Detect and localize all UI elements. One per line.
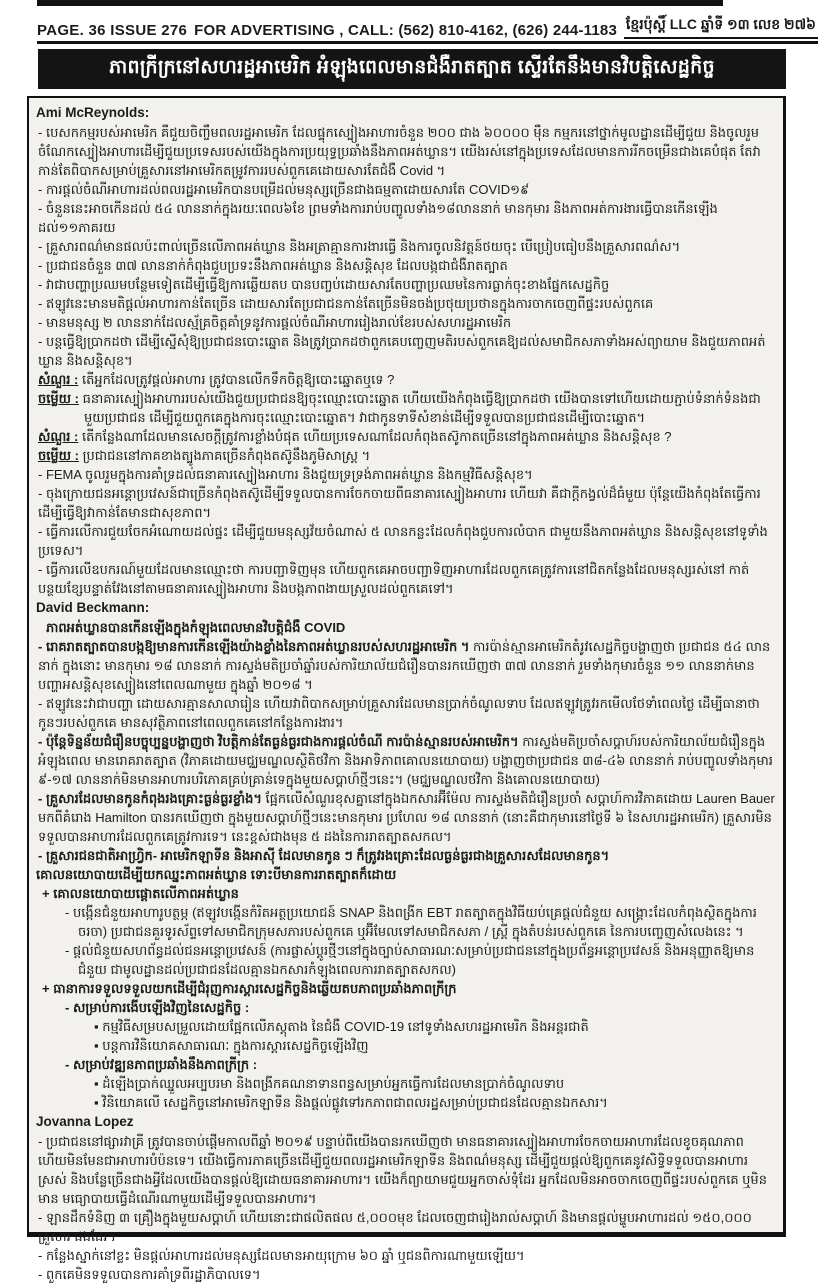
- sub-bullet-heading: [36, 1055, 776, 1074]
- line-text: ▪ បន្តការវិនិយោគសាធារណៈ ក្នុងការស្តារសេដ្ឋកិច្ចឡើងវិញ: [94, 1038, 369, 1053]
- question-line: [36, 370, 776, 389]
- policy-heading: [36, 884, 776, 903]
- square-bullet-item: [36, 1036, 776, 1055]
- text-line: [36, 180, 776, 199]
- square-bullet-item: [36, 1017, 776, 1036]
- qa-label: ចម្លើយ :: [38, 448, 79, 463]
- line-text: - សម្រាប់ការងើបឡើងវិញនៃសេដ្ឋកិច្ច :: [65, 1000, 250, 1015]
- line-text: ភាពអត់ឃ្លានបានកើនឡើងក្នុងកំឡុងពេលមានវិបត្តិជំងឺ COVID: [46, 620, 346, 635]
- question-line: [36, 427, 776, 446]
- line-text: តើកន្លែងណាដែលមានសេចក្តីត្រូវការខ្លាំងបំផុត ហើយប្រទេសណាដែលកំពុងតស៊ូកាតច្រើននៅក្នុងភាពអត់ឃ្លាន និងសន្តិសុខ ?: [81, 429, 672, 444]
- text-line: [36, 199, 776, 237]
- content-box: [27, 96, 786, 1282]
- text-line: [36, 237, 776, 256]
- line-text: - ប្រជាជនចំនួន ៣៧ លាននាក់កំពុងជួបប្រទះនឹងភាពអត់ឃ្លាន និងសន្តិសុខ ដែលបង្កជាជំងឺរាតត្បាត: [38, 258, 508, 273]
- line-text: ▪ វិនិយោគលើ សេដ្ឋកិច្ចនៅអាមេរិកឡាទីន និងផ្តល់ផ្លូវទៅរកភាពជាពលរដ្ឋសម្រាប់ប្រជាជនដែលគ្មានឯកសារ។: [94, 1095, 608, 1110]
- qa-label: សំណួរ :: [38, 372, 79, 387]
- text-line: [36, 484, 776, 522]
- line-text: - ធ្វើការលើឧបករណ៍មួយដែលមានឈ្មោះថា ការបញ្ជាទិញមុន ហើយពួកគេអាចបញ្ជាទិញអាហារដែលពួកគេត្រូវការនៅជិតកន្លែងដែលមនុស្សរស់នៅ កាត់បន្ថយខ្សែបន្ទាត់វែងនៅតាមធនាគារស្បៀងអាហារ និងបង្កភាពងាយស្រួលដល់ពួកគេទៅ។: [38, 562, 750, 596]
- line-text: + ធានាការទទួលទទួលយកដើម្បីជំរុញការស្តារសេដ្ឋកិច្ចនិងឆ្លើយតបភាពប្រឆាំងភាពក្រីក្រ: [42, 981, 457, 996]
- text-line: [36, 732, 776, 789]
- line-text: ធនាគារស្បៀងអាហាររបស់យើងជួយប្រជាជនឱ្យចុះឈ្មោះបោះឆ្នោត ហើយយើងកំពុងធ្វើឱ្យប្រាកដថា យើងបានទៅហើយដោយភ្ជាប់ទំនាក់ទំនងជាមួយប្រជាជន ដើម្បីជួយពួកគេក្នុងការចុះឈ្មោះបោះឆ្នោត។ វាជាកូនទាទីសំខាន់ដើម្បីទទួលបានប្រជាជនដើម្បីបោះឆ្នោត។: [82, 391, 761, 425]
- line-text: ការស្ទង់មតិប្រចាំសប្តាហ៍របស់ការិយាល័យជំរឿនក្នុងអំឡុងពេល មានរោគរាតត្បាត (វិភាគដោយមជ្ឈមណ្ឌលស្ថិតិថវិកា និងអាទិភាពគោលនយោបាយ) បង្ហាញថាប្រជាជន ៣៨-៤៦ លាននាក់ រាប់បញ្ចូលទាំងកុមារ ៩-១៧ លាននាក់មិនមានអាហារបរិភោគគ្រប់គ្រាន់ទេក្នុងមួយសប្តាហ៍ថ្មីៗនេះ។ (មជ្ឈមណ្ឌលថវិកា និងគោលនយោបាយ): [38, 734, 773, 787]
- bold-lead: - ប៉ុន្តែទិន្នន័យជំរឿនបច្ចុប្បន្នបង្ហាញថា វិបត្តិកាន់តែធ្ងន់ធ្ងរជាងការផ្តល់ចំណី ការប៉ាន់ស្មានរបស់អាមេរិក។: [38, 734, 519, 749]
- line-text: - ពួកគេមិនទទួលបានការគាំទ្រពីរដ្ឋាភិបាលទេ។: [38, 1267, 261, 1282]
- line-text: - កន្លែងស្នាក់នៅខ្លះ មិនផ្តល់អាហារដល់មនុស្សដែលមានអាយុក្រោម ៦០ ឆ្នាំ ឬជនពិការណាមួយឡើយ។: [38, 1248, 525, 1263]
- text-line: [36, 294, 776, 313]
- speaker-heading: [36, 598, 776, 618]
- speaker-heading: [36, 1112, 776, 1132]
- headline-title: ភាពក្រីក្រនៅសហរដ្ឋអាមេរិក អំឡុងពេលមានជំងឺរាតត្បាត ស្ទើរតែនឹងមានវិបត្តិសេដ្ឋកិច្ច: [109, 57, 715, 78]
- text-line: [36, 465, 776, 484]
- qa-label: ចម្លើយ :: [38, 391, 79, 406]
- text-line: [36, 637, 776, 694]
- line-text: ផ្អែកលើសំណួរខុសគ្នានៅក្នុងឯកសារអ៊ីម៉ែល ការស្ទង់មតិជំរឿនប្រចាំ សប្តាហ៍ការវិភាគដោយ Lauren Bauer មកពីគំរោង Hamilton បានរកឃើញថា ក្នុងមួយសប្តាហ៍ថ្មីៗនេះមានកុមារ ប្រហែល ១៨ លាននាក់ (នោះគឺជាកុមារនៅថ្ងៃទី ៦ នៃសហរដ្ឋអាមេរិក) គ្រួសារមិន ទទួលបានអាហារដែលពួកគេត្រូវការទេ។ នេះខ្ពស់ជាងមុន ៥ ដងនៃការរាតត្បាតសកល។: [38, 791, 775, 844]
- text-line: [36, 275, 776, 294]
- line-text: ប្រជាជននៅភាគខាងត្បូងភាគច្រើនកំពុងតស៊ូនឹងភូមិសាស្ត្រ ។: [82, 448, 371, 463]
- line-text: - បន្តធ្វើឱ្យប្រាកដថា ដើម្បីស្នើសុំឱ្យប្រជាជនបោះឆ្នោត និងត្រូវប្រាកដថាពួកគេបញ្ចេញមតិរបស់ពួកគេឱ្យដល់សមាជិកសភាទាំងអស់ព្យាយាម និងជួយភាពអត់ឃ្លាន និងសន្តិសុខ។: [38, 334, 766, 368]
- line-text: តើអ្នកដែលត្រូវផ្តល់អាហារ ត្រូវបានលើកទឹកចិត្តឱ្យបោះឆ្នោតឬទេ ?: [81, 372, 395, 387]
- text-line: [36, 789, 776, 846]
- text-line: [36, 1246, 776, 1265]
- section-title: [36, 618, 776, 637]
- sub-bullet-item: [36, 903, 776, 941]
- headline-banner: [38, 49, 786, 89]
- text-line: [36, 846, 776, 865]
- line-text: - មានមនុស្ស ២ លាននាក់ដែលស្ម័គ្រចិត្តគាំទ្រនូវការផ្តល់ចំណីអាហាររៀងរាល់ខែរបស់សហរដ្ឋអាមេរិក: [38, 315, 512, 330]
- line-text: Jovanna Lopez: [36, 1114, 134, 1129]
- text-line: [36, 522, 776, 560]
- line-text: - ចុងក្រោយជនអន្តោប្រវេសន៍ជាច្រើនកំពុងតស៊ូដើម្បីទទួលបានការចែកចាយពីធនាគារស្បៀងអាហារ ហើយវា គឺជាក្តីកង្វល់ដ៏ធំមួយ ប៉ុន្តែយើងកំពុងតែធ្វើការ ដើម្បីធ្វើឱ្យវាកាន់តែមានជាសុខភាព។: [38, 486, 761, 520]
- policy-heading: [36, 979, 776, 998]
- line-text: - ផ្តល់ជំនួយសហព័ន្ធដល់ជនអន្តោប្រវេសន៍ (ការផ្លាស់ប្តូរថ្មីៗនៅក្នុងច្បាប់សាធារណៈសម្រាប់ប្រជាជននៅក្នុងប្រព័ន្ធអន្តោប្រវេសន៍ និងអនុញ្ញាតឱ្យមានជំនួយ ជាមូលដ្ឋានដល់ប្រជាជនដែលគ្មានឯកសារកំឡុងពេលការរាតត្បាតសកល): [65, 943, 755, 977]
- square-bullet-item: [36, 1093, 776, 1112]
- line-text: - ប្រជាជននៅផ្សារវាគ្រី ត្រូវបានចាប់ផ្តើមកាលពីឆ្នាំ ២០១៩ បន្ទាប់ពីយើងបានរកឃើញថា មានធនាគារស្បៀងអាហារចែកចាយអាហារដែលខូចគុណភាព ហើយមិនមែនជាអាហារបំប៉នទេ។ យើងធ្វើការភាគច្រើនដើម្បីជួយពលរដ្ឋអាមេរិកឡាទីន និងពណ៌មនុស្ស ដើម្បីជួយផ្តល់ឱ្យពួកគេនូវសិទ្ធិទទួលបានអាហារស្រស់ និងបន្លែច្រើនជាងអ្វីដែលយើងបានផ្តល់ឱ្យដោយធនាគារអាហារ។ យើងក៏ព្យាយាមជួយអ្នកចាស់ទុំដែរ អ្នកដែលមិនអាចចាកចេញពីផ្ទះរបស់ពួកគេ ឬមិនមាន មធ្យោបាយធ្វើដំណើរណាមួយដើម្បីទទួលបានអាហារ។: [38, 1134, 767, 1206]
- text-line: [36, 1208, 776, 1246]
- text-line: [36, 332, 776, 370]
- line-text: David Beckmann:: [36, 600, 150, 615]
- sub-bullet-item: [36, 941, 776, 979]
- advertising-contact: FOR ADVERTISING , CALL: (562) 810-4162, (626) 244-1183: [194, 22, 617, 39]
- speaker-heading: [36, 103, 776, 123]
- line-text: - បេសកកម្មរបស់អាមេរិក គឺជួយចិញ្ចឹមពលរដ្ឋអាមេរិក ដែលផ្ទុកស្បៀងអាហារចំនួន ២០០ ជាង ៦០០០០ ម៉ឺន កម្មករនៅថ្នាក់មូលដ្ឋានដើម្បីជួយ និងចូលរួមចំណែកស្បៀងអាហារដើម្បីជួយប្រទេសរបស់យើងក្នុងការប្រយុទ្ធប្រឆាំងនឹងភាពអត់ឃ្លាន។ យើងរស់នៅក្នុងប្រទេសដែលមានការរីកចម្រើនជាងគេបំផុត តែវាកាន់តែពិបាកសម្រាប់គ្រួសារនៅអាមេរិកតម្រូវការរបស់ពួកគេដោយសារតែជំងឺ Covid ។: [38, 125, 761, 178]
- answer-line: [36, 389, 776, 427]
- bold-lead: - រោគរាតត្បាតបានបង្កឱ្យមានការកើនឡើងយ៉ាងខ្លាំងនៃភាពអត់ឃ្លានរបស់សហរដ្ឋអាមេរិក ។: [38, 639, 470, 654]
- line-text: - គ្រួសារជនជាតិអាហ្រ្វិក- អាមេរិកឡាទីន និងអាស៊ី ដែលមានកូន ៗ ក៏ត្រូវរងគ្រោះដែលធ្ងន់ធ្ងរជាងគ្រួសារសដែលមានកូន។: [38, 848, 610, 863]
- line-text: - គ្រួសារពណ៌មានផលប៉ះពាល់ច្រើនលើភាពអត់ឃ្លាន និងអត្រាគ្មានការងារធ្វើ និងការចូលនិវត្តន៍ថយចុះ បើប្រៀបធៀបនឹងគ្រួសារពណ៌ស។: [38, 239, 681, 254]
- qa-label: សំណួរ :: [38, 429, 79, 444]
- line-text: គោលនយោបាយដើម្បីយកឈ្នះភាពអត់ឃ្លាន ទោះបីមានការរាតត្បាតក៏ដោយ: [36, 867, 397, 882]
- line-text: - ឥឡូវនេះវាជាបញ្ហា ដោយសារគ្មានសាលារៀន ហើយវាពិបាកសម្រាប់គ្រួសារដែលមានប្រាក់ចំណូលទាប ដែលឥឡូវត្រូវរកមើលថែទាំពេលថ្ងៃ ដើម្បីធានាថាកូនៗរបស់ពួកគេ មានសុវត្ថិភាពនៅពេលពួកគេនៅកន្លែងការងារ។: [38, 696, 760, 730]
- bold-lead: - គ្រួសារដែលមានកូនកំពុងរងគ្រោះធ្ងន់ធ្ងរខ្លាំង។: [38, 791, 262, 806]
- sub-bullet-heading: [36, 998, 776, 1017]
- top-rule: [37, 0, 723, 6]
- text-line: [36, 1132, 776, 1208]
- page-header: [37, 18, 818, 44]
- line-text: - ធ្វើការលើការជួយចែកអំណោយដល់ផ្ទះ ដើម្បីជួយមនុស្សវ័យចំណាស់ ៥ លានកន្លះដែលកំពុងជួបការលំបាក ជាមួយនឹងភាពអត់ឃ្លាន និងសន្តិសុខនៅទូទាំងប្រទេស។: [38, 524, 768, 558]
- text-line: [36, 123, 776, 180]
- page-issue-label: PAGE. 36 ISSUE 276: [37, 22, 188, 39]
- text-line: [36, 313, 776, 332]
- answer-line: [36, 446, 776, 465]
- line-text: + គោលនយោបាយផ្តោតលើភាពអត់ឃ្លាន: [42, 886, 239, 901]
- line-text: ▪ ដំឡើងប្រាក់ឈ្នួលអប្បបរមា និងពង្រីកគណនាទានពន្ធសម្រាប់អ្នកធ្វើការដែលមានប្រាក់ចំណូលទាប: [94, 1076, 565, 1091]
- square-bullet-item: [36, 1074, 776, 1093]
- masthead-text: ខ្មែរប៉ុស្តិ៍ LLC ឆ្នាំទី ១៣ លេខ ២៧៦: [624, 15, 818, 39]
- line-text: ការប៉ាន់ស្មានអាមេរិកតំរូវសេដ្ឋកិច្ចបង្ហាញថា ប្រជាជន ៥៤ លាននាក់ ក្នុងនោះ មានកុមារ ១៨ លាននាក់ ការស្ទង់មតិប្រចាំឆ្នាំរបស់ការិយាល័យជំរឿនបានរកឃើញថា ៣៧ លាននាក់ រួមទាំងកុមារចំនួន ១១ លាននាក់មានបញ្ហាអសន្តិសុខស្បៀងនៅពេលណាមួយ ក្នុងឆ្នាំ ២០១៨ ។: [38, 639, 771, 692]
- line-text: - ឡានដឹកទំនិញ ៣ គ្រឿងក្នុងមួយសប្តាហ៍ ហើយនោះជាផលិតផល ៥,០០០មុខ ដែលចេញជារៀងរាល់សប្តាហ៍ និងមានផ្តល់ម្ហូបអាហារដល់ ១៥០,០០០ គ្រួសារ ផងដែរ។: [38, 1210, 752, 1244]
- line-text: - សម្រាប់វឌ្ឍនភាពប្រឆាំងនឹងភាពក្រីក្រ :: [65, 1057, 258, 1072]
- section-title: [36, 865, 776, 884]
- line-text: - ឥឡូវនេះមានមតិផ្តល់អាហារកាន់តែច្រើន ដោយសារតែប្រជាជនកាន់តែច្រើនមិនចង់ប្រថុយប្រថានក្នុងការចាកចេញពីផ្ទះរបស់ពួកគេ: [38, 296, 654, 311]
- line-text: - បង្កើនជំនួយអាហារូបត្ថម្ភ (ឥឡូវបង្កើនកំរិតអត្ថប្រយោជន៍ SNAP និងពង្រីក EBT រាតត្បាតក្នុងវិធីយប់គ្រេផ្តល់ជំនួយ សង្គ្រោះដែលកំពុងស្ថិតក្នុងការចរចា) ប្រជាជនគួរទូរស័ព្ទទៅសមាជិកក្រុមសភារបស់ពួកគេ ឬអ៊ីមែលទៅសមាជិកសភា / ស្រ្តី ក្នុងតំបន់របស់ពួកគេ នៃការបញ្ចេញសំលេងនេះ ។: [65, 905, 757, 939]
- line-text: - FEMA ចូលរួមក្នុងការគាំទ្រដល់ធនាគារស្បៀងអាហារ និងជួយទ្រទ្រង់ភាពអត់ឃ្លាន និងកម្មវិធីសន្តិសុខ។: [38, 467, 533, 482]
- text-line: [36, 560, 776, 598]
- line-text: - ការផ្តល់ចំណីអាហារដល់ពលរដ្ឋអាមេរិកបានបម្រើដល់មនុស្សច្រើនជាងធម្មតាដោយសារតែ COVID១៩: [38, 182, 530, 197]
- text-line: [36, 1265, 776, 1284]
- text-line: [36, 694, 776, 732]
- line-text: - ចំនួននេះអាចកើនដល់ ៥៤ លាននាក់ក្នុងរយៈពេល៦ខែ ព្រមទាំងការរាប់បញ្ចូលទាំង១៨លាននាក់ មានកុមារ និងភាពអត់ការងារធ្វើបានកើនឡើងដល់១១ភាគរយ: [38, 201, 718, 235]
- text-line: [36, 256, 776, 275]
- line-text: - វាជាបញ្ហាប្រឈមបន្ថែមទៀតដើម្បីធ្វើឱ្យការឆ្លើយតប បានបញ្ចប់ដោយសារតែបញ្ហាប្រឈមនៃការធ្លាក់ចុះខាងផ្នែកសេដ្ឋកិច្ច: [38, 277, 610, 292]
- line-text: ▪ កម្មវិធីសម្របសម្រួលដោយផ្អែកលើភស្តុតាង នៃជំងឺ COVID-19 នៅទូទាំងសហរដ្ឋអាមេរិក និងអន្តរជាតិ: [94, 1019, 589, 1034]
- line-text: Ami McReynolds:: [36, 105, 150, 120]
